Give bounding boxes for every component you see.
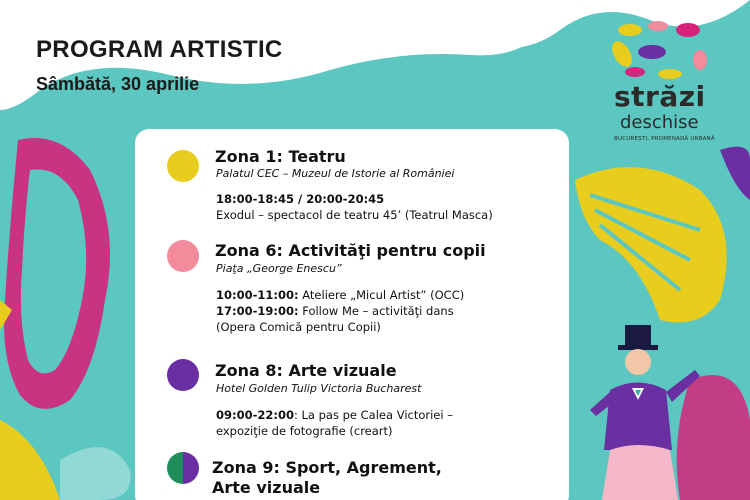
zone-1-title: Zona 1: Teatru xyxy=(215,147,346,166)
zone-1-place: Palatul CEC – Muzeul de Istorie al României xyxy=(216,167,455,180)
zone-9-dot xyxy=(167,452,199,484)
logo-wordmark: străzi xyxy=(614,80,706,113)
zone-1-dot xyxy=(167,150,199,182)
zone-6-title: Zona 6: Activităţi pentru copii xyxy=(215,241,486,260)
zone-6-place: Piaţa „George Enescu” xyxy=(216,262,342,275)
zone-6-item-3: (Opera Comică pentru Copii) xyxy=(216,320,381,334)
page-subtitle-date: Sâmbătă, 30 aprilie xyxy=(36,74,200,94)
zone-8-title: Zona 8: Arte vizuale xyxy=(215,361,397,380)
performer-illustration xyxy=(580,320,720,500)
zone-1-event: Exodul – spectacol de teatru 45’ (Teatrul Masca) xyxy=(216,208,493,222)
zone-9-title-line-1: Zona 9: Sport, Agrement, xyxy=(212,458,442,477)
zone-1-time: 18:00-18:45 / 20:00-20:45 xyxy=(216,192,385,206)
page-title: PROGRAM ARTISTIC xyxy=(36,36,283,63)
zone-6-item-2: 17:00-19:00: Follow Me – activităţi dans xyxy=(216,304,454,318)
logo-tagline: BUCUREȘTI, PROMENADĂ URBANĂ xyxy=(614,136,715,142)
zone-9-title-line-2: Arte vizuale xyxy=(212,478,321,497)
zone-8-place: Hotel Golden Tulip Victoria Bucharest xyxy=(216,382,422,395)
program-card xyxy=(135,129,569,500)
zone-6-dot xyxy=(167,240,199,272)
zone-8-dot xyxy=(167,359,199,391)
zone-8-item-2: expoziţie de fotografie (creart) xyxy=(216,424,393,438)
zone-8-item-1: 09:00-22:00: La pas pe Calea Victoriei – xyxy=(216,408,453,422)
logo-subtitle: deschise xyxy=(620,112,699,133)
zone-6-item-1: 10:00-11:00: Ateliere „Micul Artist” (OCC) xyxy=(216,288,465,302)
